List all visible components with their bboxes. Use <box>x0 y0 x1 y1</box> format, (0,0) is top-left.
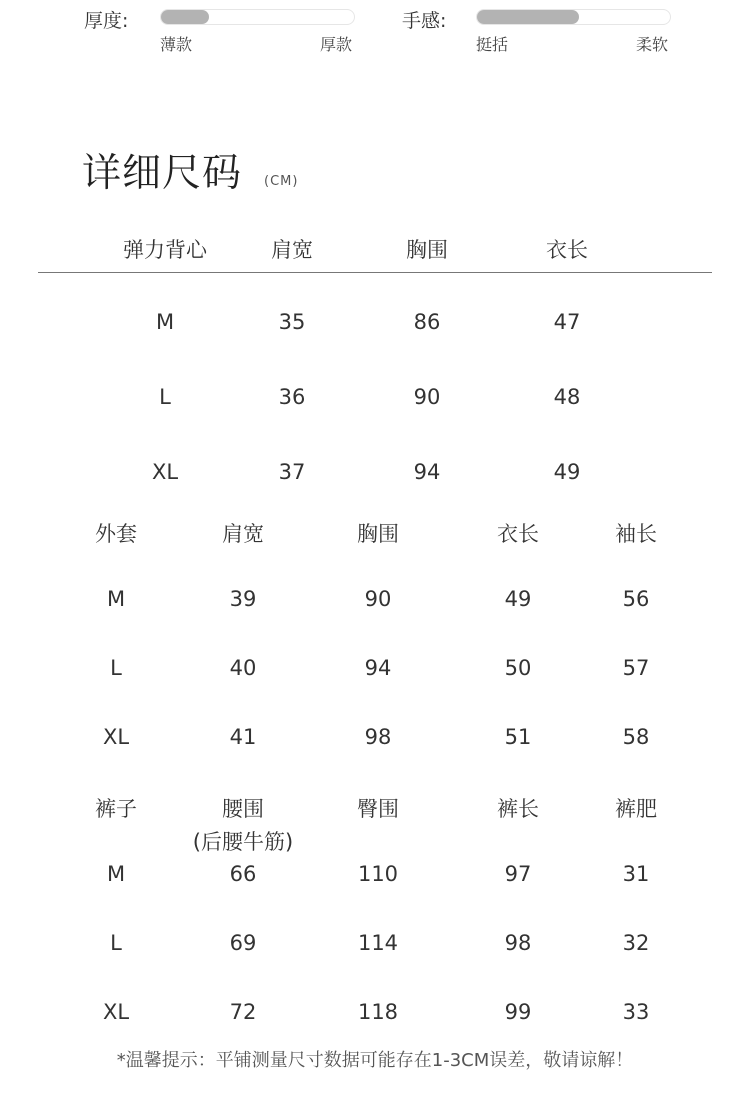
size-label: L <box>110 656 122 680</box>
thickness-min-label: 薄款 <box>160 35 193 54</box>
table-cell: 58 <box>622 725 650 749</box>
table-cell: 37 <box>278 460 306 484</box>
vest-table-header: 衣长 <box>546 238 588 262</box>
table-cell: 57 <box>622 656 650 680</box>
thickness-meter-fill <box>161 10 209 24</box>
pants-waist-sub-header: (后腰牛筋) <box>192 830 294 854</box>
jacket-table-header: 外套 <box>95 522 137 546</box>
table-cell: 98 <box>504 931 532 955</box>
table-cell: 48 <box>553 385 581 409</box>
table-cell: 110 <box>357 862 399 886</box>
size-label: L <box>110 931 122 955</box>
feel-label: 手感: <box>402 10 447 32</box>
table-cell: 49 <box>504 587 532 611</box>
pants-table-header: 臀围 <box>357 797 399 821</box>
size-label: M <box>106 862 126 886</box>
table-cell: 50 <box>504 656 532 680</box>
table-cell: 69 <box>229 931 257 955</box>
size-label: XL <box>151 460 179 484</box>
thickness-meter <box>160 9 355 25</box>
table-cell: 114 <box>357 931 399 955</box>
jacket-table-header: 胸围 <box>357 522 399 546</box>
vest-table-header: 肩宽 <box>271 238 313 262</box>
table-cell: 98 <box>364 725 392 749</box>
table-cell: 51 <box>504 725 532 749</box>
feel-meter-fill <box>477 10 579 24</box>
unit-label: (CM) <box>264 174 299 189</box>
pants-table-header: 裤长 <box>497 797 539 821</box>
feel-min-label: 挺括 <box>476 35 509 54</box>
table-cell: 49 <box>553 460 581 484</box>
table-cell: 41 <box>229 725 257 749</box>
table-cell: 39 <box>229 587 257 611</box>
table-cell: 90 <box>364 587 392 611</box>
size-label: L <box>159 385 171 409</box>
pants-table-header: 腰围 <box>222 797 264 821</box>
table-cell: 99 <box>504 1000 532 1024</box>
table-cell: 33 <box>622 1000 650 1024</box>
table-cell: 118 <box>357 1000 399 1024</box>
size-label: M <box>155 310 175 334</box>
pants-table-header: 裤肥 <box>615 797 657 821</box>
table-cell: 56 <box>622 587 650 611</box>
jacket-table-header: 袖长 <box>615 522 657 546</box>
table-cell: 66 <box>229 862 257 886</box>
table-cell: 40 <box>229 656 257 680</box>
table-cell: 32 <box>622 931 650 955</box>
table-cell: 36 <box>278 385 306 409</box>
table-cell: 97 <box>504 862 532 886</box>
feel-max-label: 柔软 <box>636 35 669 54</box>
jacket-table-header: 肩宽 <box>222 522 264 546</box>
measurement-note: *温馨提示：平铺测量尺寸数据可能存在1-3CM误差，敬请谅解！ <box>116 1050 634 1071</box>
table-cell: 72 <box>229 1000 257 1024</box>
page-title: 详细尺码 <box>82 151 243 196</box>
thickness-label: 厚度: <box>84 10 129 32</box>
pants-table-header: 裤子 <box>95 797 137 821</box>
jacket-table-header: 衣长 <box>497 522 539 546</box>
table-cell: 86 <box>413 310 441 334</box>
size-label: XL <box>102 725 130 749</box>
size-label: M <box>106 587 126 611</box>
table-divider <box>38 272 712 273</box>
vest-table-header: 胸围 <box>406 238 448 262</box>
table-cell: 47 <box>553 310 581 334</box>
thickness-max-label: 厚款 <box>320 35 353 54</box>
vest-table-header: 弹力背心 <box>123 238 207 262</box>
table-cell: 31 <box>622 862 650 886</box>
table-cell: 94 <box>364 656 392 680</box>
table-cell: 35 <box>278 310 306 334</box>
feel-meter <box>476 9 671 25</box>
table-cell: 94 <box>413 460 441 484</box>
size-label: XL <box>102 1000 130 1024</box>
table-cell: 90 <box>413 385 441 409</box>
